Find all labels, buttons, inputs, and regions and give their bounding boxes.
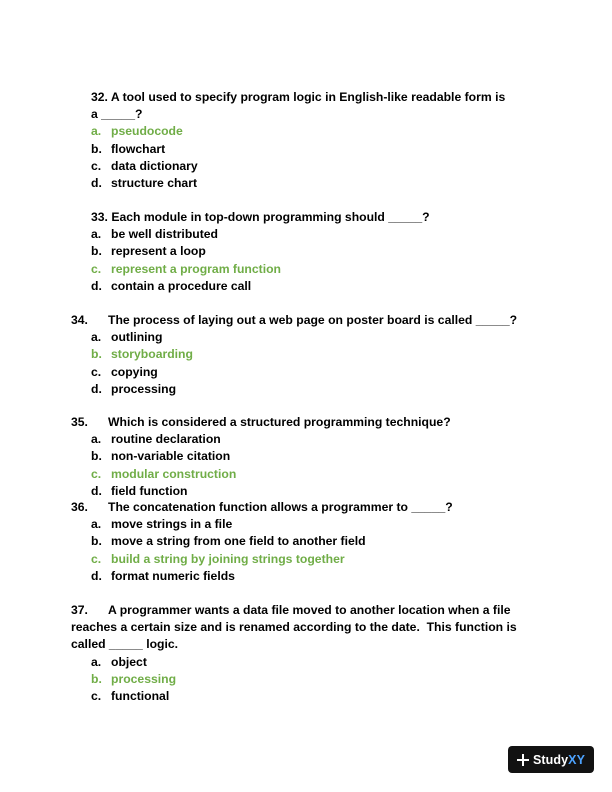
plus-icon bbox=[517, 754, 529, 766]
question-36-number: 36. bbox=[71, 500, 88, 514]
option-32-b: b. flowchart bbox=[91, 141, 166, 156]
option-33-c: c. represent a program function bbox=[91, 261, 281, 276]
option-32-c: c. data dictionary bbox=[91, 158, 198, 173]
option-36-b: b. move a string from one field to another field bbox=[91, 534, 366, 549]
question-35-number: 35. bbox=[71, 415, 88, 429]
option-34-a: a. outlining bbox=[91, 330, 163, 345]
brand-name: StudyXY bbox=[532, 752, 586, 767]
studyxy-badge[interactable] bbox=[508, 746, 594, 773]
question-33 bbox=[91, 209, 561, 295]
question-36-text: The concatenation function allows a programmer to _____? bbox=[108, 500, 453, 514]
question-35-text: Which is considered a structured programming technique? bbox=[108, 415, 451, 429]
option-35-a: a. routine declaration bbox=[91, 432, 221, 447]
option-34-d: d. processing bbox=[91, 381, 177, 396]
question-34-number: 34. bbox=[71, 313, 88, 327]
question-37-line1: A programmer wants a data file moved to another location when a file bbox=[108, 603, 511, 617]
option-37-a: a. object bbox=[91, 654, 147, 669]
question-34 bbox=[71, 312, 561, 398]
question-32-line1: 32. A tool used to specify program logic in English-like readable form is bbox=[91, 90, 506, 104]
question-32-line2: a _____? bbox=[91, 107, 143, 122]
option-33-d: d. contain a procedure call bbox=[91, 278, 252, 293]
option-35-c: c. modular construction bbox=[91, 466, 237, 481]
option-34-c: c. copying bbox=[91, 364, 158, 379]
question-37-line2: reaches a certain size and is renamed according to the date. This function is bbox=[71, 620, 517, 635]
option-35-b: b. non-variable citation bbox=[91, 449, 231, 464]
question-35 bbox=[71, 414, 561, 500]
option-32-a: a. pseudocode bbox=[91, 124, 183, 139]
question-32 bbox=[91, 89, 561, 192]
question-37-line3: called _____ logic. bbox=[71, 637, 179, 652]
question-34-text: The process of laying out a web page on poster board is called _____? bbox=[108, 313, 518, 327]
option-36-a: a. move strings in a file bbox=[91, 517, 233, 532]
question-33-line1: 33. Each module in top-down programming should _____? bbox=[91, 210, 430, 224]
option-36-c: c. build a string by joining strings together bbox=[91, 551, 345, 566]
question-37 bbox=[71, 602, 561, 705]
option-36-d: d. format numeric fields bbox=[91, 568, 235, 583]
option-33-a: a. be well distributed bbox=[91, 227, 218, 242]
option-34-b: b. storyboarding bbox=[91, 347, 193, 362]
option-33-b: b. represent a loop bbox=[91, 244, 206, 259]
option-32-d: d. structure chart bbox=[91, 175, 198, 190]
option-35-d: d. field function bbox=[91, 483, 188, 498]
option-37-c: c. functional bbox=[91, 688, 170, 703]
option-37-b: b. processing bbox=[91, 671, 177, 686]
question-37-number: 37. bbox=[71, 603, 88, 617]
question-36 bbox=[71, 499, 561, 585]
